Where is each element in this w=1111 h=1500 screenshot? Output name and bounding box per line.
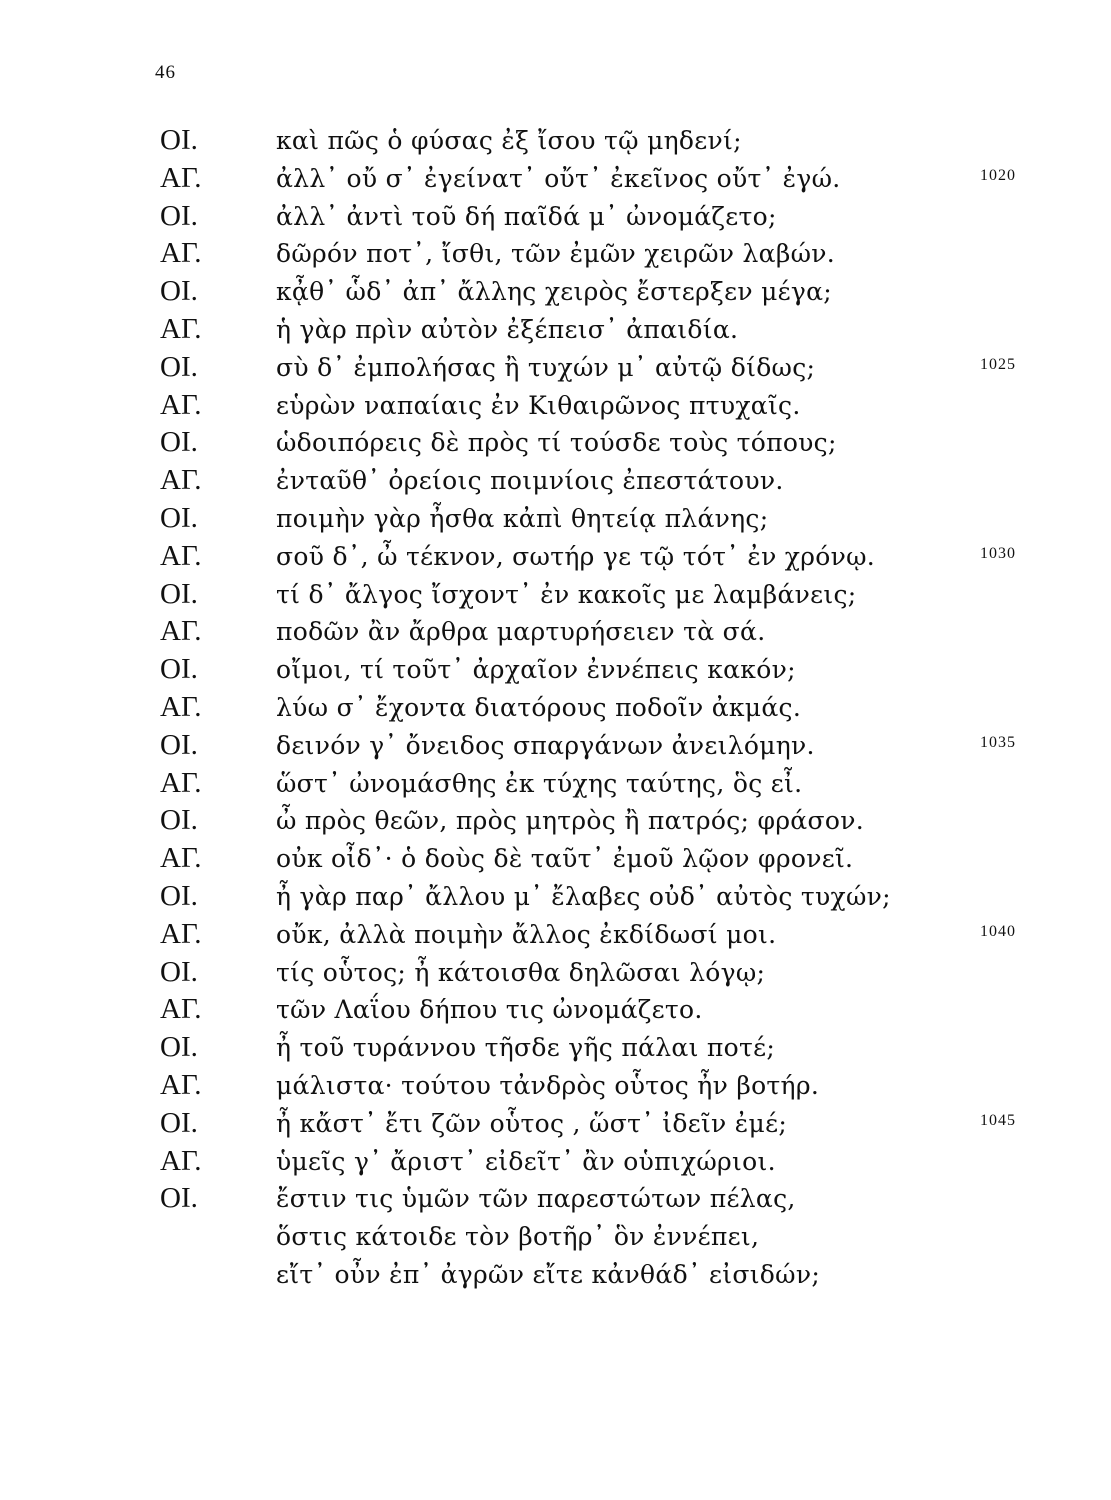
- verse-line: [0, 538, 1111, 576]
- speaker-label: ΟΙ.: [160, 577, 198, 610]
- verse-line: [0, 1218, 1111, 1256]
- verse-line: [0, 802, 1111, 840]
- speaker-label: ΑΓ.: [160, 237, 202, 270]
- verse-text: λύω σ᾽ ἔχοντα διατόρους ποδοῖν ἀκμάς.: [276, 692, 802, 722]
- verse-line: [0, 1067, 1111, 1105]
- speaker-label: ΑΓ.: [160, 615, 202, 648]
- speaker-label: ΑΓ.: [160, 388, 202, 421]
- speaker-label: ΑΓ.: [160, 464, 202, 497]
- verse-line: [0, 613, 1111, 651]
- verse-line: [0, 122, 1111, 160]
- verse-line: [0, 273, 1111, 311]
- verse-text: ἔστιν τις ὑμῶν τῶν παρεστώτων πέλας,: [276, 1184, 796, 1214]
- verse-text: ὦ πρὸς θεῶν, πρὸς μητρὸς ἢ πατρός; φράσον.: [276, 806, 864, 836]
- verse-line: [0, 991, 1111, 1029]
- speaker-label: ΟΙ.: [160, 1182, 198, 1215]
- verse-text: οὔκ, ἀλλὰ ποιμὴν ἄλλος ἐκδίδωσί μοι.: [276, 919, 777, 949]
- verse-text: κᾆθ᾽ ὧδ᾽ ἀπ᾽ ἄλλης χειρὸς ἔστερξεν μέγα;: [276, 277, 833, 307]
- speaker-label: ΟΙ.: [160, 275, 198, 308]
- verse-text: μάλιστα· τούτου τἀνδρὸς οὗτος ἦν βοτήρ.: [276, 1070, 820, 1100]
- speaker-label: ΑΓ.: [160, 539, 202, 572]
- speaker-label: ΟΙ.: [160, 653, 198, 686]
- speaker-label: ΑΓ.: [160, 1068, 202, 1101]
- verse-line: [0, 500, 1111, 538]
- speaker-label: ΟΙ.: [160, 426, 198, 459]
- verse-line: [0, 160, 1111, 198]
- line-number: 1040: [980, 922, 1016, 940]
- speaker-label: ΟΙ.: [160, 955, 198, 988]
- verse-line: [0, 651, 1111, 689]
- verse-text: τίς οὗτος; ἦ κάτοισθα δηλῶσαι λόγῳ;: [276, 957, 766, 987]
- speaker-label: ΑΓ.: [160, 842, 202, 875]
- verse-text: ἀλλ᾽ οὔ σ᾽ ἐγείνατ᾽ οὔτ᾽ ἐκεῖνος οὔτ᾽ ἐγώ.: [276, 163, 841, 193]
- speaker-label: ΑΓ.: [160, 917, 202, 950]
- verse-text: οὐκ οἶδ᾽· ὁ δοὺς δὲ ταῦτ᾽ ἐμοῦ λῷον φρονεῖ.: [276, 844, 854, 874]
- speaker-label: ΟΙ.: [160, 124, 198, 156]
- verse-text: καὶ πῶς ὁ φύσας ἐξ ἴσου τῷ μηδενί;: [276, 126, 742, 155]
- line-number: 1045: [980, 1111, 1016, 1129]
- line-number: 1020: [980, 166, 1016, 184]
- verse-text: ὡδοιπόρεις δὲ πρὸς τί τούσδε τοὺς τόπους;: [276, 428, 837, 458]
- speaker-label: ΟΙ.: [160, 1106, 198, 1139]
- verse-text: οἴμοι, τί τοῦτ᾽ ἀρχαῖον ἐννέπεις κακόν;: [276, 655, 796, 685]
- verse-text: σοῦ δ᾽, ὦ τέκνον, σωτήρ γε τῷ τότ᾽ ἐν χρόνῳ.: [276, 541, 876, 571]
- verse-line: [0, 462, 1111, 500]
- verse-text: ἡ γὰρ πρὶν αὐτὸν ἐξέπεισ᾽ ἀπαιδία.: [276, 314, 739, 344]
- verse-line: [0, 1105, 1111, 1143]
- page-number: 46: [155, 62, 176, 83]
- speaker-label: ΑΓ.: [160, 690, 202, 723]
- verse-line: [0, 235, 1111, 273]
- verse-text: ἦ κἄστ᾽ ἔτι ζῶν οὗτος , ὥστ᾽ ἰδεῖν ἐμέ;: [276, 1108, 788, 1138]
- speaker-label: ΑΓ.: [160, 766, 202, 799]
- speaker-label: ΑΓ.: [160, 993, 202, 1026]
- verse-text: ποιμὴν γὰρ ἦσθα κἀπὶ θητείᾳ πλάνης;: [276, 503, 769, 533]
- line-number: 1030: [980, 544, 1016, 562]
- speaker-label: ΟΙ.: [160, 199, 198, 232]
- verse-text: τῶν Λαΐου δήπου τις ὠνομάζετο.: [276, 995, 703, 1025]
- speaker-label: ΑΓ.: [160, 161, 202, 194]
- speaker-label: ΑΓ.: [160, 312, 202, 345]
- verse-text: εὑρὼν ναπαίαις ἐν Κιθαιρῶνος πτυχαῖς.: [276, 390, 801, 420]
- speaker-label: ΟΙ.: [160, 350, 198, 383]
- verse-text: δῶρόν ποτ᾽, ἴσθι, τῶν ἐμῶν χειρῶν λαβών.: [276, 239, 836, 269]
- speaker-label: ΟΙ.: [160, 501, 198, 534]
- verse-line: [0, 689, 1111, 727]
- verse-text: ἦ γὰρ παρ᾽ ἄλλου μ᾽ ἔλαβες οὐδ᾽ αὐτὸς τυχών;: [276, 881, 891, 911]
- verse-line: [0, 765, 1111, 803]
- speaker-label: ΟΙ.: [160, 1031, 198, 1064]
- verse-line: [0, 954, 1111, 992]
- verse-line: [0, 1143, 1111, 1181]
- speaker-label: ΟΙ.: [160, 879, 198, 912]
- verse-line: [0, 576, 1111, 614]
- speaker-label: ΟΙ.: [160, 804, 198, 837]
- verse-line: [0, 1180, 1111, 1218]
- line-number: 1025: [980, 355, 1016, 373]
- verse-text: εἴτ᾽ οὖν ἐπ᾽ ἀγρῶν εἴτε κἀνθάδ᾽ εἰσιδών;: [276, 1259, 821, 1289]
- verse-text: δεινόν γ᾽ ὄνειδος σπαργάνων ἀνειλόμην.: [276, 730, 815, 760]
- verse-text: ποδῶν ἂν ἄρθρα μαρτυρήσειεν τὰ σά.: [276, 617, 766, 647]
- speaker-label: ΑΓ.: [160, 1144, 202, 1177]
- verse-text: ἀλλ᾽ ἀντὶ τοῦ δή παῖδά μ᾽ ὠνομάζετο;: [276, 201, 777, 231]
- verse-line: [0, 198, 1111, 236]
- verse-text: ἐνταῦθ᾽ ὀρείοις ποιμνίοις ἐπεστάτουν.: [276, 466, 784, 496]
- line-number: 1035: [980, 733, 1016, 751]
- verse-text: ὅστις κάτοιδε τὸν βοτῆρ᾽ ὃν ἐννέπει,: [276, 1222, 760, 1252]
- verse-block: [0, 122, 1111, 1294]
- verse-line: [0, 387, 1111, 425]
- verse-line: [0, 311, 1111, 349]
- verse-text: σὺ δ᾽ ἐμπολήσας ἢ τυχών μ᾽ αὐτῷ δίδως;: [276, 352, 816, 382]
- verse-line: [0, 916, 1111, 954]
- verse-line: [0, 878, 1111, 916]
- verse-text: ὑμεῖς γ᾽ ἄριστ᾽ εἰδεῖτ᾽ ἂν οὑπιχώριοι.: [276, 1146, 776, 1176]
- verse-text: τί δ᾽ ἄλγος ἴσχοντ᾽ ἐν κακοῖς με λαμβάνεις;: [276, 579, 857, 609]
- verse-line: [0, 727, 1111, 765]
- verse-line: [0, 840, 1111, 878]
- verse-text: ὥστ᾽ ὠνομάσθης ἐκ τύχης ταύτης, ὃς εἶ.: [276, 768, 803, 798]
- verse-text: ἦ τοῦ τυράννου τῆσδε γῆς πάλαι ποτέ;: [276, 1033, 776, 1063]
- verse-line: [0, 424, 1111, 462]
- verse-line: [0, 349, 1111, 387]
- verse-line: [0, 1029, 1111, 1067]
- verse-line: [0, 1256, 1111, 1294]
- speaker-label: ΟΙ.: [160, 728, 198, 761]
